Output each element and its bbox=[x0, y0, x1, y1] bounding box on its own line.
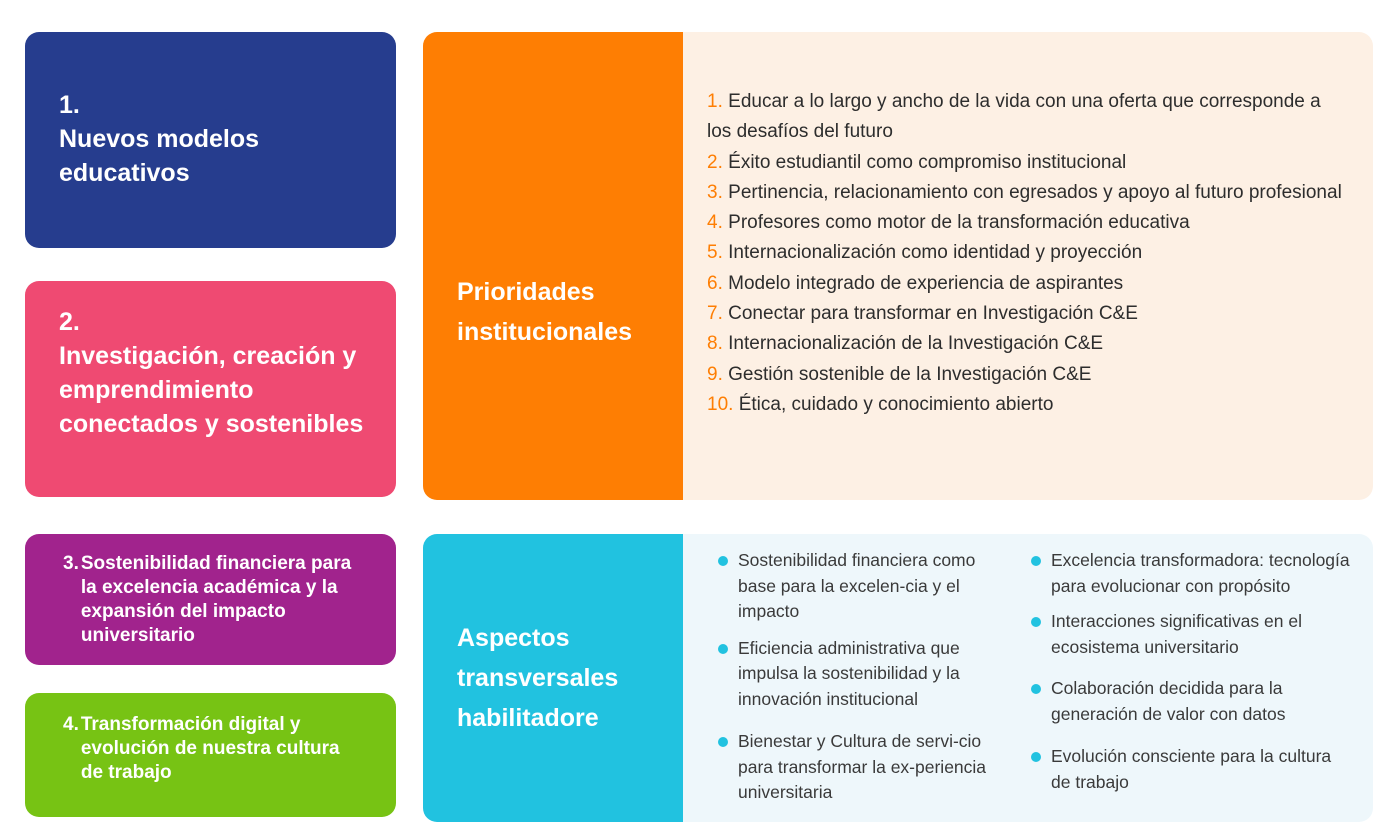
priority-text: Internacionalización de la Investigación C&E bbox=[728, 333, 1104, 355]
pillar-card-1 bbox=[25, 32, 396, 248]
priority-text: Modelo integrado de experiencia de aspirantes bbox=[728, 272, 1124, 294]
priority-text: Conectar para transformar en Investigación C&E bbox=[728, 303, 1138, 325]
priority-item bbox=[707, 148, 1347, 178]
transversal-item-text: Evolución consciente para la cultura de trabajo bbox=[1051, 746, 1332, 792]
priorities-heading: Prioridades institucionales bbox=[457, 278, 633, 346]
pillar-label: Investigación, creación y emprendimiento conectados y sostenibles bbox=[59, 342, 364, 438]
priority-number: 1. bbox=[707, 91, 723, 112]
priority-item bbox=[707, 299, 1347, 329]
transversal-column-a bbox=[707, 548, 997, 806]
pillar-label: Nuevos modelos educativos bbox=[59, 125, 260, 187]
priority-number: 2. bbox=[707, 151, 723, 173]
pillar-number: 4. bbox=[63, 714, 79, 735]
bullet-dot-icon bbox=[1031, 556, 1041, 566]
priority-text: Pertinencia, relacionamiento con egresados y apoyo al futuro profesional bbox=[728, 181, 1342, 203]
pillar-number: 3. bbox=[63, 553, 79, 574]
priority-text: Internacionalización como identidad y proyección bbox=[728, 242, 1143, 264]
bullet-dot-icon bbox=[718, 644, 728, 654]
transversal-item-text: Excelencia transformadora: tecnología para evolucionar con propósito bbox=[1051, 550, 1350, 596]
transversal-item-text: Eficiencia administrativa que impulsa la sostenibilidad y la innovación institucional bbox=[738, 637, 960, 709]
pillar-label: Sostenibilidad financiera para la excelencia académica y la expansión del impacto universitario bbox=[80, 553, 352, 646]
priority-text: Éxito estudiantil como compromiso institucional bbox=[728, 151, 1127, 173]
priority-number: 6. bbox=[707, 272, 723, 294]
priority-item bbox=[707, 360, 1347, 390]
transversal-item-text: Bienestar y Cultura de servi-cio para transformar la ex-periencia universitaria bbox=[738, 731, 987, 802]
transversal-item bbox=[1020, 744, 1350, 795]
transversal-item bbox=[1020, 548, 1350, 599]
priority-number: 9. bbox=[707, 363, 723, 385]
priorities-heading-block bbox=[423, 32, 683, 500]
pillar-card-2 bbox=[25, 281, 396, 497]
transversal-heading: Aspectos transversales habilitadore bbox=[457, 624, 619, 732]
pillar-label: Transformación digital y evolución de nuestra cultura de trabajo bbox=[80, 714, 340, 783]
bullet-dot-icon bbox=[1031, 684, 1041, 694]
priority-item bbox=[707, 238, 1347, 268]
transversal-item-text: Interacciones significativas en el ecosistema universitario bbox=[1051, 611, 1302, 657]
priority-item bbox=[707, 390, 1347, 420]
bullet-dot-icon bbox=[1031, 752, 1041, 762]
priority-number: 3. bbox=[707, 181, 723, 203]
pillar-number: 1. bbox=[59, 91, 80, 119]
priority-item bbox=[707, 208, 1347, 238]
transversal-item bbox=[707, 636, 997, 713]
priority-text: Ética, cuidado y conocimiento abierto bbox=[738, 393, 1054, 415]
pillar-card-3 bbox=[25, 534, 396, 665]
priority-number: 7. bbox=[707, 303, 723, 325]
priority-number: 8. bbox=[707, 333, 723, 355]
priority-text: Profesores como motor de la transformación educativa bbox=[728, 212, 1190, 234]
bullet-dot-icon bbox=[1031, 617, 1041, 627]
transversal-column-b bbox=[1020, 548, 1350, 795]
transversal-heading-block bbox=[423, 534, 683, 822]
transversal-item bbox=[1020, 676, 1350, 727]
transversal-item bbox=[1020, 609, 1350, 660]
transversal-item-text: Sostenibilidad financiera como base para la excelen-cia y el impacto bbox=[738, 550, 976, 621]
bullet-dot-icon bbox=[718, 556, 728, 566]
priorities-list bbox=[707, 87, 1347, 420]
priority-text: Gestión sostenible de la Investigación C&E bbox=[728, 363, 1092, 385]
priority-number: 4. bbox=[707, 212, 723, 234]
pillar-card-4 bbox=[25, 693, 396, 817]
pillar-number: 2. bbox=[59, 308, 80, 336]
priority-item bbox=[707, 178, 1347, 208]
transversal-item-text: Colaboración decidida para la generación de valor con datos bbox=[1051, 678, 1286, 724]
bullet-dot-icon bbox=[718, 737, 728, 747]
priority-item bbox=[707, 329, 1347, 359]
transversal-item bbox=[707, 548, 997, 625]
priority-item bbox=[707, 87, 1347, 148]
priority-number: 10. bbox=[707, 393, 734, 415]
priority-number: 5. bbox=[707, 242, 723, 264]
transversal-item bbox=[707, 729, 997, 806]
priority-text: Educar a lo largo y ancho de la vida con una oferta que corresponde a los desafíos del futuro bbox=[707, 91, 1321, 143]
priority-item bbox=[707, 269, 1347, 299]
